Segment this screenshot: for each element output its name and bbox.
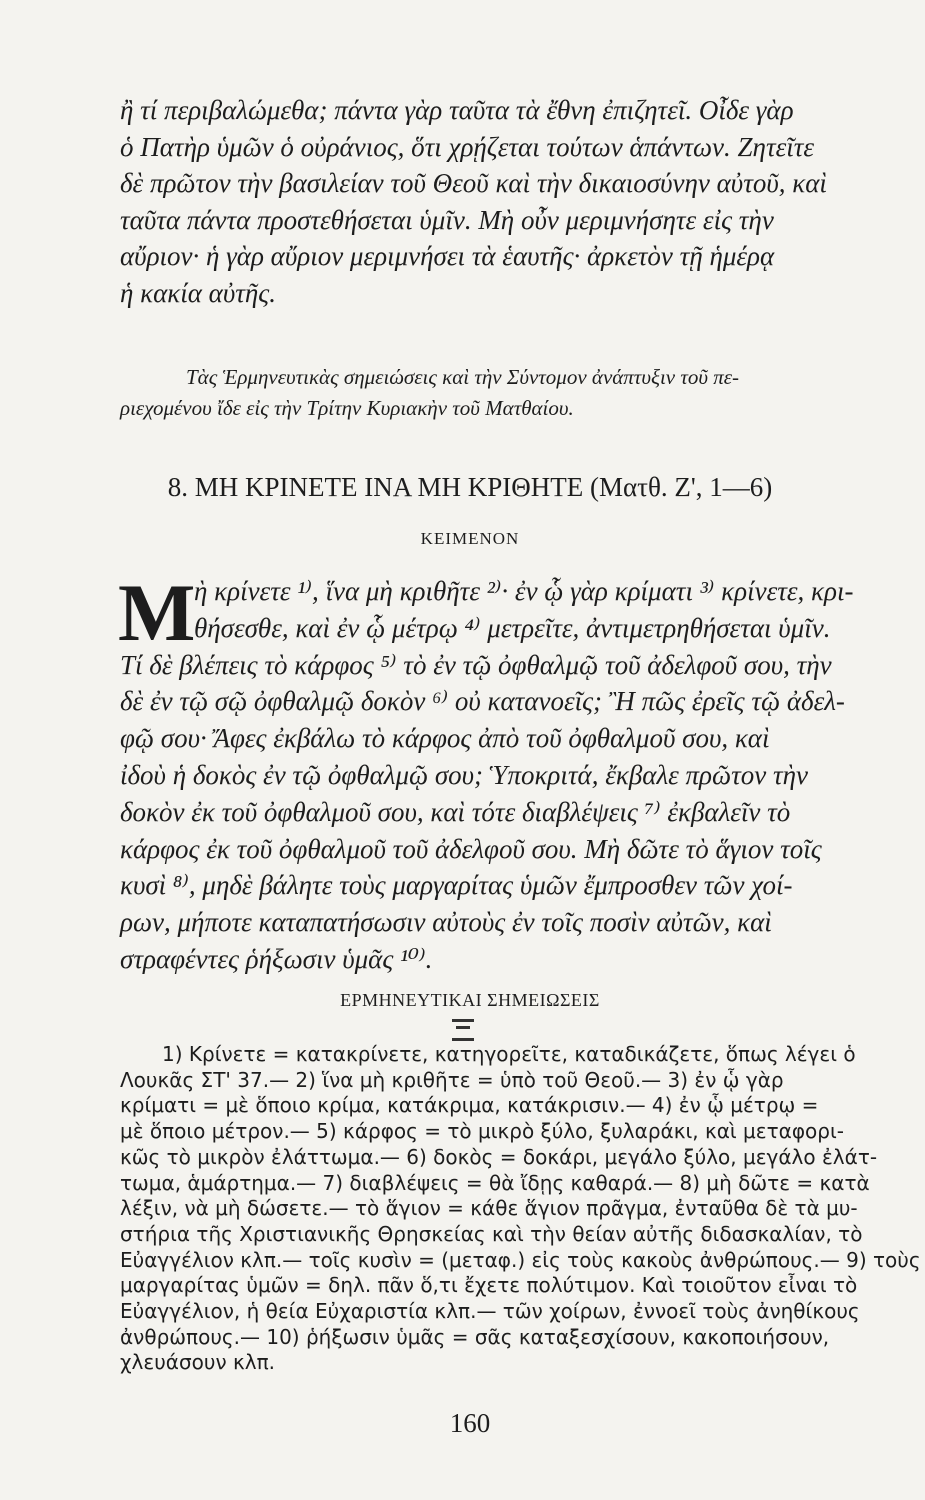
cross-reference-note bbox=[120, 362, 820, 424]
text-line: ὴ κρίνετε ¹⁾, ἵνα μὴ κριθῆτε ²⁾· ἐν ᾧ γὰρ κρίματι ³⁾ κρίνετε, κρι- bbox=[194, 576, 854, 606]
text-line: κυσὶ ⁸⁾, μηδὲ βάλητε τοὺς μαργαρίτας ὑμῶν ἔμπροσθεν τῶν χοί- bbox=[120, 870, 793, 901]
note-line: στήρια τῆς Χριστιανικῆς Θρησκείας καὶ τὴν θείαν αὐτῆς διδασκαλίαν, τὸ bbox=[120, 1221, 863, 1246]
text-line: ριεχομένου ἴδε εἰς τὴν Τρίτην Κυριακὴν τοῦ Ματθαίου. bbox=[120, 396, 574, 420]
text-line: Τί δὲ βλέπεις τὸ κάρφος ⁵⁾ τὸ ἐν τῷ ὀφθαλμῷ τοῦ ἀδελφοῦ σου, τὴν bbox=[120, 649, 832, 680]
note-line: Λουκᾶς ΣΤ' 37.— 2) ἵνα μὴ κριθῆτε = ὑπὸ τοῦ Θεοῦ.— 3) ἐν ᾧ γὰρ bbox=[120, 1067, 784, 1092]
text-line: κάρφος ἐκ τοῦ ὀφθαλμοῦ τοῦ ἀδελφοῦ σου. Μὴ δῶτε τὸ ἅγιον τοῖς bbox=[120, 833, 822, 864]
text-line: φῷ σου· Ἄφες ἐκβάλω τὸ κάρφος ἀπὸ τοῦ ὀφθαλμοῦ σου, καὶ bbox=[120, 723, 770, 754]
text-line: δοκὸν ἐκ τοῦ ὀφθαλμοῦ σου, καὶ τότε διαβλέψεις ⁷⁾ ἐκβαλεῖν τὸ bbox=[120, 796, 791, 827]
note-line: μὲ ὅποιο μέτρον.— 5) κάρφος = τὸ μικρὸ ξύλο, ξυλαράκι, καὶ μεταφορι- bbox=[120, 1119, 844, 1144]
note-line: κῶς τὸ μικρὸν ἐλάττωμα.— 6) δοκὸς = δοκάρι, μεγάλο ξύλο, μεγάλο ἐλάτ- bbox=[120, 1144, 878, 1169]
text-line: στραφέντες ῥήξωσιν ὑμᾶς ¹⁰⁾. bbox=[120, 943, 433, 974]
text-line: ἰδοὺ ἡ δοκὸς ἐν τῷ ὀφθαλμῷ σου; Ὑποκριτά, ἔκβαλε πρῶτον τὴν bbox=[120, 759, 809, 790]
section-heading: 8. ΜΗ ΚΡΙΝΕΤΕ ΙΝΑ ΜΗ ΚΡΙΘΗΤΕ (Ματθ. Ζ', 1—6) bbox=[167, 472, 773, 502]
note-line: ἀνθρώπους.— 10) ῥήξωσιν ὑμᾶς = σᾶς καταξεσχίσουν, κακοποιήσουν, bbox=[120, 1324, 830, 1349]
drop-cap: Μ bbox=[118, 567, 196, 658]
page-number: 160 bbox=[449, 1408, 491, 1438]
text-line: δὲ ἐν τῷ σῷ ὀφθαλμῷ δοκὸν ⁶⁾ οὐ κατανοεῖς; Ἢ πῶς ἐρεῖς τῷ ἀδελ- bbox=[120, 686, 845, 717]
note-line: Εὐαγγέλιον, ἡ θεία Εὐχαριστία κλπ.— τῶν χοίρων, ἐννοεῖ τοὺς ἀνηθίκους bbox=[120, 1299, 860, 1324]
text-line: ὁ Πατὴρ ὑμῶν ὁ οὐράνιος, ὅτι χρῄζεται τούτων ἁπάντων. Ζητεῖτε bbox=[120, 131, 815, 162]
section-subheading: ΚΕΙΜΕΝΟΝ bbox=[420, 529, 520, 548]
top-paragraph bbox=[120, 92, 827, 311]
scripture-text bbox=[118, 567, 854, 978]
note-line: 1) Κρίνετε = κατακρίνετε, κατηγορεῖτε, καταδικάζετε, ὅπως λέγει ὁ bbox=[162, 1042, 856, 1066]
explanatory-notes bbox=[120, 1042, 921, 1376]
ornament-divider bbox=[452, 1019, 474, 1041]
note-line: μαργαρίτας ὑμῶν = δηλ. πᾶν ὅ,τι ἔχετε πολύτιμον. Καὶ τοιοῦτον εἶναι τὸ bbox=[120, 1273, 858, 1298]
note-line: τωμα, ἁμάρτημα.— 7) διαβλέψεις = θὰ ἴδῃς καθαρά.— 8) μὴ δῶτε = κατὰ bbox=[120, 1170, 870, 1195]
text-line: ἢ τί περιβαλώμεθα; πάντα γὰρ ταῦτα τὰ ἔθνη ἐπιζητεῖ. Οἶδε γὰρ bbox=[120, 95, 794, 125]
text-line: ρων, μήποτε καταπατήσωσιν αὐτοὺς ἐν τοῖς ποσὶν αὐτῶν, καὶ bbox=[120, 907, 772, 938]
note-line: λέξιν, νὰ μὴ δώσετε.— τὸ ἅγιον = κάθε ἅγιον πρᾶγμα, ἐνταῦθα δὲ τὰ μυ- bbox=[120, 1196, 858, 1221]
text-line: ἡ κακία αὐτῆς. bbox=[120, 277, 276, 308]
note-line: κρίματι = μὲ ὅποιο κρίμα, κατάκριμα, κατάκρισιν.— 4) ἐν ᾧ μέτρῳ = bbox=[120, 1093, 819, 1118]
text-line: Τὰς Ἑρμηνευτικὰς σημειώσεις καὶ τὴν Σύντομον ἀνάπτυξιν τοῦ πε- bbox=[186, 365, 740, 389]
text-line: δὲ πρῶτον τὴν βασιλείαν τοῦ Θεοῦ καὶ τὴν δικαιοσύνην αὐτοῦ, καὶ bbox=[120, 168, 827, 198]
note-line: χλευάσουν κλπ. bbox=[120, 1350, 275, 1375]
text-line: θήσεσθε, καὶ ἐν ᾧ μέτρῳ ⁴⁾ μετρεῖτε, ἀντιμετρηθήσεται ὑμῖν. bbox=[194, 612, 831, 643]
notes-title: ΕΡΜΗΝΕΥΤΙΚΑΙ ΣΗΜΕΙΩΣΕΙΣ bbox=[340, 990, 600, 1010]
note-line: Εὐαγγέλιον κλπ.— τοῖς κυσὶν = (μεταφ.) εἰς τοὺς κακοὺς ἀνθρώπους.— 9) τοὺς bbox=[120, 1247, 921, 1272]
text-line: ταῦτα πάντα προστεθήσεται ὑμῖν. Μὴ οὖν μεριμνήσητε εἰς τὴν bbox=[120, 204, 774, 235]
text-line: αὔριον· ἡ γὰρ αὔριον μεριμνήσει τὰ ἑαυτῆς· ἀρκετὸν τῇ ἡμέρᾳ bbox=[120, 241, 775, 271]
